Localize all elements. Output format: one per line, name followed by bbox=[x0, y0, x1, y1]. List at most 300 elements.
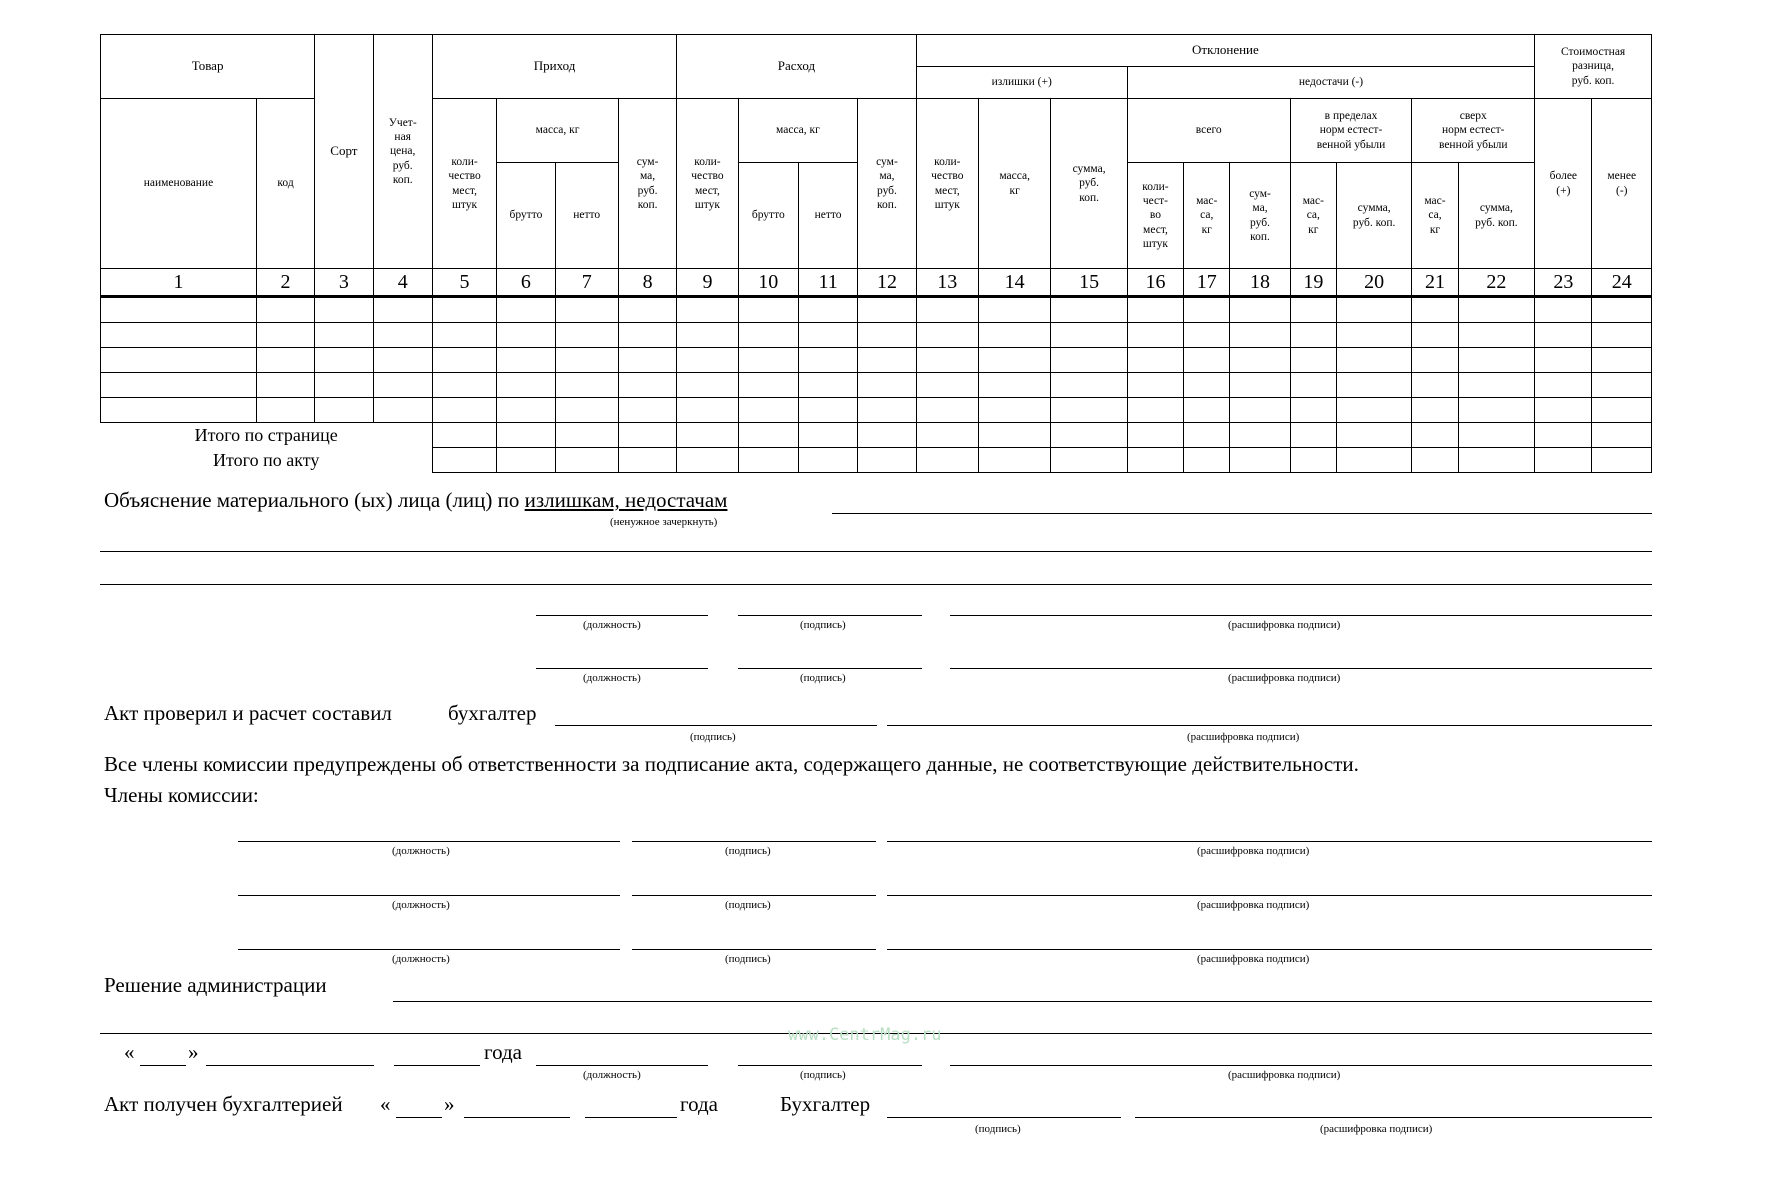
header-rashod-brutto: брутто bbox=[738, 163, 798, 269]
header-tovar: Товар bbox=[101, 35, 315, 99]
explanation-line[interactable] bbox=[832, 513, 1652, 514]
caption-decoding: (расшифровка подписи) bbox=[1320, 1123, 1433, 1135]
column-number: 17 bbox=[1184, 269, 1230, 297]
header-vsego-kolichestvo: коли- чест- во мест, штук bbox=[1127, 163, 1183, 269]
table-cell[interactable] bbox=[1230, 323, 1290, 348]
table-cell[interactable] bbox=[497, 398, 555, 423]
column-number: 14 bbox=[978, 269, 1050, 297]
column-number: 22 bbox=[1458, 269, 1535, 297]
table-row bbox=[101, 373, 1652, 398]
header-izlishki-massa: масса, кг bbox=[978, 99, 1050, 269]
header-naimenovanie: наименование bbox=[101, 99, 257, 269]
table-cell[interactable] bbox=[916, 373, 978, 398]
total-cell[interactable] bbox=[555, 423, 618, 448]
total-cell[interactable] bbox=[618, 423, 676, 448]
table-cell[interactable] bbox=[1127, 398, 1183, 423]
decoding-line[interactable] bbox=[887, 841, 1652, 842]
signature-line[interactable] bbox=[738, 1065, 922, 1066]
table-cell[interactable] bbox=[1592, 348, 1652, 373]
table-cell[interactable] bbox=[1592, 323, 1652, 348]
table-cell[interactable] bbox=[1535, 373, 1592, 398]
caption-decoding: (расшифровка подписи) bbox=[1228, 1069, 1341, 1081]
quote-close: » bbox=[444, 1092, 455, 1116]
total-act-label: Итого по акту bbox=[213, 449, 320, 470]
column-number: 18 bbox=[1230, 269, 1290, 297]
total-cell[interactable] bbox=[1336, 448, 1411, 473]
month-line[interactable] bbox=[464, 1117, 570, 1118]
table-cell[interactable] bbox=[1336, 348, 1411, 373]
table-cell[interactable] bbox=[738, 398, 798, 423]
table-cell[interactable] bbox=[1458, 348, 1535, 373]
caption-position: (должность) bbox=[392, 953, 450, 965]
table-cell[interactable] bbox=[101, 398, 257, 423]
total-cell[interactable] bbox=[1592, 448, 1652, 473]
header-vsego-massa: мас- са, кг bbox=[1184, 163, 1230, 269]
table-row bbox=[101, 348, 1652, 373]
table-cell[interactable] bbox=[798, 398, 857, 423]
decoding-line[interactable] bbox=[950, 668, 1652, 669]
header-nedostachi: недостачи (-) bbox=[1127, 67, 1534, 99]
table-cell[interactable] bbox=[1412, 398, 1458, 423]
table-row bbox=[101, 297, 1652, 323]
header-stoimost: Стоимостная разница, руб. коп. bbox=[1535, 35, 1652, 99]
table-cell[interactable] bbox=[1290, 297, 1336, 323]
table-cell[interactable] bbox=[555, 297, 618, 323]
quote-open: « bbox=[380, 1092, 391, 1116]
table-cell[interactable] bbox=[101, 297, 257, 323]
total-cell[interactable] bbox=[1412, 423, 1458, 448]
caption-position: (должность) bbox=[583, 619, 641, 631]
total-cell[interactable] bbox=[1127, 423, 1183, 448]
total-cell[interactable] bbox=[432, 448, 496, 473]
table-cell[interactable] bbox=[555, 323, 618, 348]
decoding-line[interactable] bbox=[950, 615, 1652, 616]
total-cell[interactable] bbox=[1336, 423, 1411, 448]
header-kod: код bbox=[256, 99, 314, 269]
table-cell[interactable] bbox=[858, 323, 916, 348]
total-cell[interactable] bbox=[497, 448, 555, 473]
checked-label: Акт проверил и расчет составил bbox=[104, 701, 392, 725]
table-cell[interactable] bbox=[618, 297, 676, 323]
caption-position: (должность) bbox=[392, 899, 450, 911]
table-cell[interactable] bbox=[677, 398, 738, 423]
explanation-text bbox=[104, 488, 727, 513]
table-cell[interactable] bbox=[916, 348, 978, 373]
column-number: 11 bbox=[798, 269, 857, 297]
table-cell[interactable] bbox=[1184, 373, 1230, 398]
signature-line[interactable] bbox=[632, 841, 876, 842]
table-cell[interactable] bbox=[618, 373, 676, 398]
table-cell[interactable] bbox=[373, 297, 432, 323]
quote-close: » bbox=[188, 1040, 199, 1064]
accountant-signature-line[interactable] bbox=[555, 725, 877, 726]
table-cell[interactable] bbox=[315, 348, 373, 373]
decision-line[interactable] bbox=[393, 1001, 1652, 1002]
header-prihod-netto: нетто bbox=[555, 163, 618, 269]
position-line[interactable] bbox=[536, 668, 708, 669]
explanation-prefix: Объяснение материального (ых) лица (лиц) по bbox=[104, 488, 525, 512]
day-line[interactable] bbox=[396, 1117, 442, 1118]
table-cell[interactable] bbox=[798, 348, 857, 373]
column-number: 6 bbox=[497, 269, 555, 297]
decoding-line[interactable] bbox=[1135, 1117, 1652, 1118]
header-sort: Сорт bbox=[315, 35, 373, 269]
table-cell[interactable] bbox=[618, 348, 676, 373]
table-cell[interactable] bbox=[916, 323, 978, 348]
accountant-decoding-line[interactable] bbox=[887, 725, 1652, 726]
total-cell[interactable] bbox=[858, 448, 916, 473]
table-cell[interactable] bbox=[256, 373, 314, 398]
table-cell[interactable] bbox=[677, 348, 738, 373]
explanation-underlined: излишкам, недостачам bbox=[524, 488, 728, 512]
column-number: 3 bbox=[315, 269, 373, 297]
table-row bbox=[101, 323, 1652, 348]
members-label: Члены комиссии: bbox=[104, 783, 259, 807]
header-sverh-massa: мас- са, кг bbox=[1412, 163, 1458, 269]
column-number: 12 bbox=[858, 269, 916, 297]
table-cell[interactable] bbox=[373, 373, 432, 398]
table-cell[interactable] bbox=[497, 323, 555, 348]
header-rashod-summa: сум- ма, руб. коп. bbox=[858, 99, 916, 269]
table-cell[interactable] bbox=[978, 323, 1050, 348]
table-cell[interactable] bbox=[738, 373, 798, 398]
header-prihod-summa: сум- ма, руб. коп. bbox=[618, 99, 676, 269]
total-cell[interactable] bbox=[618, 448, 676, 473]
caption-position: (должность) bbox=[583, 1069, 641, 1081]
year-label: года bbox=[680, 1092, 718, 1116]
column-number: 2 bbox=[256, 269, 314, 297]
total-cell[interactable] bbox=[798, 448, 857, 473]
column-number: 5 bbox=[432, 269, 496, 297]
accountant-lower-label: бухгалтер bbox=[448, 701, 537, 725]
table-cell[interactable] bbox=[256, 348, 314, 373]
caption-signature: (подпись) bbox=[800, 672, 846, 684]
table-cell[interactable] bbox=[798, 297, 857, 323]
total-cell[interactable] bbox=[1290, 423, 1336, 448]
table-cell[interactable] bbox=[373, 398, 432, 423]
table-cell[interactable] bbox=[1290, 373, 1336, 398]
header-v-predelah: в пределах норм естест- венной убыли bbox=[1290, 99, 1412, 163]
table-cell[interactable] bbox=[1051, 297, 1127, 323]
table-cell[interactable] bbox=[315, 373, 373, 398]
total-cell[interactable] bbox=[1412, 448, 1458, 473]
table-cell[interactable] bbox=[1230, 398, 1290, 423]
caption-position: (должность) bbox=[583, 672, 641, 684]
table-cell[interactable] bbox=[1127, 323, 1183, 348]
position-line[interactable] bbox=[238, 895, 620, 896]
total-cell[interactable] bbox=[858, 423, 916, 448]
table-cell[interactable] bbox=[738, 297, 798, 323]
table-cell[interactable] bbox=[1458, 297, 1535, 323]
table-cell[interactable] bbox=[373, 323, 432, 348]
table-cell[interactable] bbox=[315, 297, 373, 323]
table-cell[interactable] bbox=[1051, 373, 1127, 398]
table-cell[interactable] bbox=[101, 373, 257, 398]
table-cell[interactable] bbox=[1230, 297, 1290, 323]
table-cell[interactable] bbox=[978, 348, 1050, 373]
table-cell[interactable] bbox=[1592, 297, 1652, 323]
table-cell[interactable] bbox=[1051, 348, 1127, 373]
total-cell[interactable] bbox=[738, 448, 798, 473]
table-cell[interactable] bbox=[978, 398, 1050, 423]
total-cell[interactable] bbox=[1535, 423, 1592, 448]
table-cell[interactable] bbox=[1127, 297, 1183, 323]
total-cell[interactable] bbox=[798, 423, 857, 448]
total-cell[interactable] bbox=[916, 448, 978, 473]
total-page-row bbox=[101, 423, 1652, 448]
table-cell[interactable] bbox=[1184, 297, 1230, 323]
table-cell[interactable] bbox=[1412, 348, 1458, 373]
table-cell[interactable] bbox=[315, 323, 373, 348]
total-cell[interactable] bbox=[1051, 448, 1127, 473]
total-cell[interactable] bbox=[432, 423, 496, 448]
header-menee: менее (-) bbox=[1592, 99, 1652, 269]
received-label: Акт получен бухгалтерией bbox=[104, 1092, 343, 1116]
decision-label: Решение администрации bbox=[104, 973, 327, 997]
table-cell[interactable] bbox=[315, 398, 373, 423]
table-cell[interactable] bbox=[738, 348, 798, 373]
month-line[interactable] bbox=[206, 1065, 374, 1066]
table-cell[interactable] bbox=[858, 373, 916, 398]
total-cell[interactable] bbox=[1290, 448, 1336, 473]
column-number: 10 bbox=[738, 269, 798, 297]
table-cell[interactable] bbox=[738, 323, 798, 348]
header-predelah-summa: сумма, руб. коп. bbox=[1336, 163, 1411, 269]
caption-signature: (подпись) bbox=[800, 619, 846, 631]
table-cell[interactable] bbox=[1458, 323, 1535, 348]
table-cell[interactable] bbox=[432, 323, 496, 348]
table-cell[interactable] bbox=[1592, 398, 1652, 423]
table-cell[interactable] bbox=[1230, 373, 1290, 398]
table-cell[interactable] bbox=[858, 297, 916, 323]
table-cell[interactable] bbox=[1592, 373, 1652, 398]
table-cell[interactable] bbox=[1535, 398, 1592, 423]
total-cell[interactable] bbox=[1230, 423, 1290, 448]
column-numbers-row bbox=[101, 269, 1652, 297]
table-cell[interactable] bbox=[916, 398, 978, 423]
explanation-hint: (ненужное зачеркнуть) bbox=[610, 516, 718, 528]
caption-signature: (подпись) bbox=[800, 1069, 846, 1081]
total-cell[interactable] bbox=[677, 448, 738, 473]
table-cell[interactable] bbox=[101, 323, 257, 348]
signature-line[interactable] bbox=[887, 1117, 1121, 1118]
day-line[interactable] bbox=[140, 1065, 186, 1066]
table-cell[interactable] bbox=[858, 398, 916, 423]
caption-signature: (подпись) bbox=[725, 899, 771, 911]
position-line[interactable] bbox=[238, 841, 620, 842]
accountant-upper-label: Бухгалтер bbox=[780, 1092, 871, 1116]
table-cell[interactable] bbox=[1336, 373, 1411, 398]
table-cell[interactable] bbox=[497, 297, 555, 323]
caption-decoding: (расшифровка подписи) bbox=[1228, 672, 1341, 684]
column-number: 24 bbox=[1592, 269, 1652, 297]
table-cell[interactable] bbox=[555, 348, 618, 373]
total-act-row bbox=[101, 448, 1652, 473]
table-cell[interactable] bbox=[1051, 398, 1127, 423]
column-number: 21 bbox=[1412, 269, 1458, 297]
table-cell[interactable] bbox=[555, 398, 618, 423]
table-cell[interactable] bbox=[1127, 373, 1183, 398]
column-number: 23 bbox=[1535, 269, 1592, 297]
table-cell[interactable] bbox=[1458, 398, 1535, 423]
header-vsego: всего bbox=[1127, 99, 1290, 163]
total-cell[interactable] bbox=[1127, 448, 1183, 473]
table-cell[interactable] bbox=[677, 297, 738, 323]
column-number: 1 bbox=[101, 269, 257, 297]
table-cell[interactable] bbox=[1336, 398, 1411, 423]
total-cell[interactable] bbox=[978, 448, 1050, 473]
signature-line[interactable] bbox=[738, 668, 922, 669]
table-cell[interactable] bbox=[256, 297, 314, 323]
table-cell[interactable] bbox=[432, 398, 496, 423]
header-prihod-brutto: брутто bbox=[497, 163, 555, 269]
total-cell[interactable] bbox=[1184, 448, 1230, 473]
decoding-line[interactable] bbox=[950, 1065, 1652, 1066]
table-cell[interactable] bbox=[1290, 348, 1336, 373]
table-cell[interactable] bbox=[432, 297, 496, 323]
table-cell[interactable] bbox=[497, 348, 555, 373]
table-cell[interactable] bbox=[798, 373, 857, 398]
table-cell[interactable] bbox=[1535, 348, 1592, 373]
total-cell[interactable] bbox=[1592, 423, 1652, 448]
column-number: 16 bbox=[1127, 269, 1183, 297]
total-cell[interactable] bbox=[916, 423, 978, 448]
header-prihod: Приход bbox=[432, 35, 676, 99]
header-rashod-kolichestvo: коли- чество мест, штук bbox=[677, 99, 738, 269]
header-rashod-massa: масса, кг bbox=[738, 99, 858, 163]
signature-line[interactable] bbox=[632, 895, 876, 896]
table-cell[interactable] bbox=[497, 373, 555, 398]
table-cell[interactable] bbox=[1336, 297, 1411, 323]
total-cell[interactable] bbox=[1230, 448, 1290, 473]
header-rashod-netto: нетто bbox=[798, 163, 857, 269]
column-number: 20 bbox=[1336, 269, 1411, 297]
table-cell[interactable] bbox=[978, 297, 1050, 323]
warning-text: Все члены комиссии предупреждены об ответственности за подписание акта, содержащего данные, не соответствующие действительности. bbox=[104, 752, 1359, 776]
inventory-table bbox=[100, 34, 1652, 473]
table-cell[interactable] bbox=[1535, 297, 1592, 323]
total-cell[interactable] bbox=[677, 423, 738, 448]
column-number: 4 bbox=[373, 269, 432, 297]
header-rashod: Расход bbox=[677, 35, 916, 99]
table-row bbox=[101, 398, 1652, 423]
table-cell[interactable] bbox=[1184, 348, 1230, 373]
table-cell[interactable] bbox=[978, 373, 1050, 398]
header-prihod-massa: масса, кг bbox=[497, 99, 619, 163]
header-otklonenie: Отклонение bbox=[916, 35, 1535, 67]
table-cell[interactable] bbox=[1290, 398, 1336, 423]
watermark-text: www.CentrMag.ru bbox=[788, 1025, 942, 1045]
decoding-line[interactable] bbox=[887, 895, 1652, 896]
caption-decoding: (расшифровка подписи) bbox=[1187, 731, 1300, 743]
header-bolee: более (+) bbox=[1535, 99, 1592, 269]
table-cell[interactable] bbox=[373, 348, 432, 373]
total-page-label: Итого по странице bbox=[194, 425, 338, 445]
signature-line[interactable] bbox=[738, 615, 922, 616]
header-sverh: сверх норм естест- венной убыли bbox=[1412, 99, 1535, 163]
table-cell[interactable] bbox=[1127, 348, 1183, 373]
caption-signature: (подпись) bbox=[690, 731, 736, 743]
quote-open: « bbox=[124, 1040, 135, 1064]
column-number: 7 bbox=[555, 269, 618, 297]
column-number: 19 bbox=[1290, 269, 1336, 297]
total-cell[interactable] bbox=[978, 423, 1050, 448]
column-number: 8 bbox=[618, 269, 676, 297]
column-number: 13 bbox=[916, 269, 978, 297]
total-cell[interactable] bbox=[1458, 448, 1535, 473]
explanation-line-2[interactable] bbox=[100, 551, 1652, 552]
table-cell[interactable] bbox=[1184, 323, 1230, 348]
table-cell[interactable] bbox=[1230, 348, 1290, 373]
total-cell[interactable] bbox=[1535, 448, 1592, 473]
header-predelah-massa: мас- са, кг bbox=[1290, 163, 1336, 269]
explanation-line-3[interactable] bbox=[100, 584, 1652, 585]
table-cell[interactable] bbox=[432, 348, 496, 373]
table-cell[interactable] bbox=[677, 323, 738, 348]
table-cell[interactable] bbox=[101, 348, 257, 373]
table-cell[interactable] bbox=[1336, 323, 1411, 348]
table-cell[interactable] bbox=[256, 323, 314, 348]
total-cell[interactable] bbox=[555, 448, 618, 473]
decoding-line[interactable] bbox=[887, 949, 1652, 950]
year-line[interactable] bbox=[394, 1065, 480, 1066]
position-line[interactable] bbox=[536, 1065, 708, 1066]
table-cell[interactable] bbox=[256, 398, 314, 423]
position-line[interactable] bbox=[238, 949, 620, 950]
header-vsego-summa: сум- ма, руб. коп. bbox=[1230, 163, 1290, 269]
total-cell[interactable] bbox=[738, 423, 798, 448]
header-uchet-cena: Учет- ная цена, руб. коп. bbox=[373, 35, 432, 269]
table-cell[interactable] bbox=[916, 297, 978, 323]
caption-signature: (подпись) bbox=[975, 1123, 1021, 1135]
total-cell[interactable] bbox=[497, 423, 555, 448]
table-cell[interactable] bbox=[432, 373, 496, 398]
table-cell[interactable] bbox=[1051, 323, 1127, 348]
header-prihod-kolichestvo: коли- чество мест, штук bbox=[432, 99, 496, 269]
table-cell[interactable] bbox=[618, 323, 676, 348]
table-cell[interactable] bbox=[1458, 373, 1535, 398]
total-cell[interactable] bbox=[1051, 423, 1127, 448]
total-cell[interactable] bbox=[1184, 423, 1230, 448]
header-izlishki-kolichestvo: коли- чество мест, штук bbox=[916, 99, 978, 269]
header-izlishki-summa: сумма, руб. коп. bbox=[1051, 99, 1127, 269]
caption-decoding: (расшифровка подписи) bbox=[1228, 619, 1341, 631]
table-cell[interactable] bbox=[1412, 373, 1458, 398]
signature-line[interactable] bbox=[632, 949, 876, 950]
caption-decoding: (расшифровка подписи) bbox=[1197, 953, 1310, 965]
table-cell[interactable] bbox=[1412, 297, 1458, 323]
caption-position: (должность) bbox=[392, 845, 450, 857]
table-cell[interactable] bbox=[555, 373, 618, 398]
total-cell[interactable] bbox=[1458, 423, 1535, 448]
year-line[interactable] bbox=[585, 1117, 677, 1118]
table-cell[interactable] bbox=[1412, 323, 1458, 348]
table-cell[interactable] bbox=[1290, 323, 1336, 348]
table-cell[interactable] bbox=[1184, 398, 1230, 423]
table-cell[interactable] bbox=[798, 323, 857, 348]
table-cell[interactable] bbox=[858, 348, 916, 373]
caption-signature: (подпись) bbox=[725, 953, 771, 965]
header-izlishki: излишки (+) bbox=[916, 67, 1127, 99]
column-number: 9 bbox=[677, 269, 738, 297]
caption-signature: (подпись) bbox=[725, 845, 771, 857]
table-cell[interactable] bbox=[618, 398, 676, 423]
position-line[interactable] bbox=[536, 615, 708, 616]
caption-decoding: (расшифровка подписи) bbox=[1197, 899, 1310, 911]
column-number: 15 bbox=[1051, 269, 1127, 297]
table-cell[interactable] bbox=[1535, 323, 1592, 348]
table-cell[interactable] bbox=[677, 373, 738, 398]
